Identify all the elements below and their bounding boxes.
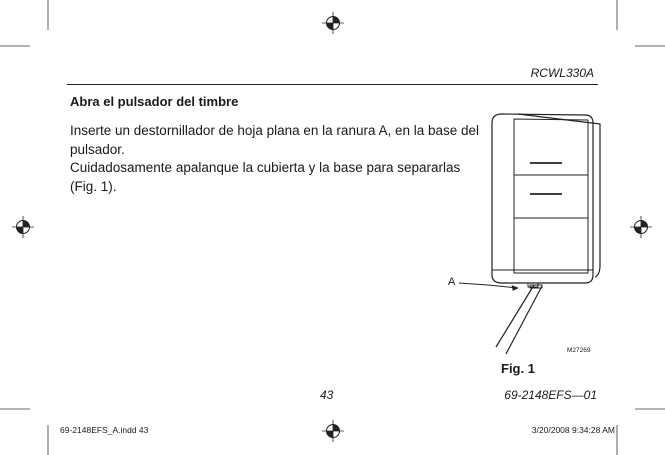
registration-mark-bottom <box>322 420 344 442</box>
instruction-paragraph-2: Cuidadosamente apalanque la cubierta y la base para separarlas (Fig. 1). <box>70 160 461 194</box>
slug-timestamp: 3/20/2008 9:34:28 AM <box>531 425 615 435</box>
callout-label-a: A <box>448 276 456 288</box>
document-code: 69-2148EFS—01 <box>504 388 597 402</box>
slug-file-info: 69-2148EFS_A.indd 43 <box>60 425 149 435</box>
figure-caption: Fig. 1 <box>501 361 535 376</box>
header-rule <box>67 84 598 85</box>
instruction-paragraph-1: Inserte un destornillador de hoja plana en la ranura A, en la base del pulsador. <box>70 123 480 157</box>
push-button-illustration <box>430 105 610 360</box>
figure-code: M27269 <box>567 347 591 354</box>
section-heading: Abra el pulsador del timbre <box>70 94 239 109</box>
registration-mark-left <box>12 216 34 238</box>
registration-mark-right <box>630 216 652 238</box>
registration-mark-top <box>322 12 344 34</box>
page-number: 43 <box>320 388 334 402</box>
model-number: RCWL330A <box>530 66 594 80</box>
